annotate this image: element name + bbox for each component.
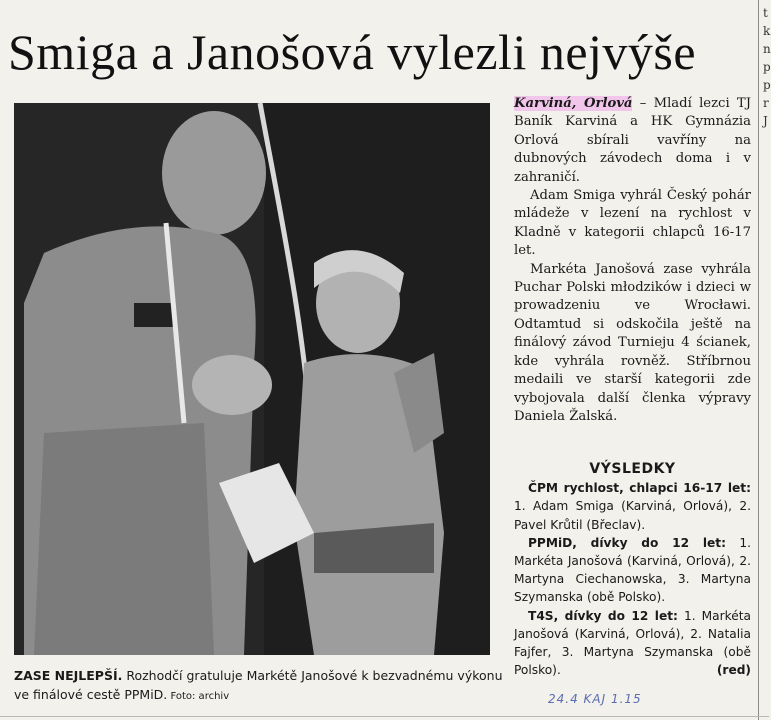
result-item [514,607,751,680]
result-category: T4S, dívky do 12 let: [528,608,678,623]
result-text: 1. Markéta Janošová (Karviná, Orlová), 2. Martyna Ciechanowska, 3. Martyna Szymanska (obě Polsko). [514,535,751,605]
article-body [514,95,751,426]
article-location: Karviná, Orlová [514,96,633,111]
adjacent-column-fragment [763,4,769,704]
margin-letter: n [763,42,771,56]
article-photo [14,103,490,655]
column-divider [758,0,759,720]
margin-letter: J [763,114,768,128]
article-lead-text: – Mladí lezci TJ Baník Karviná a HK Gymnázia Orlová sbírali vavříny na dubnových závodech doma i v zahraničí. [514,96,752,185]
article-paragraph: Adam Smiga vyhrál Český pohár mládeže v lezení na rychlost v Kladně v kategorii chlapců 16-17 let. [514,188,751,259]
article-lead-paragraph [514,95,751,187]
result-category: PPMiD, dívky do 12 let: [528,535,726,550]
result-text: 1. Markéta Janošová (Karviná, Orlová), 2. Natalia Fajfer, 3. Martyna Szymanska (obě Polsko). [514,608,751,678]
author-tag: (red) [716,663,751,678]
bottom-edge-rule [0,716,769,717]
result-item [514,479,751,534]
caption-lead: ZASE NEJLEPŠÍ. [14,668,123,683]
photo-caption [14,666,504,706]
results-box [514,460,751,679]
margin-letter: p [763,60,771,74]
results-heading: VÝSLEDKY [589,461,676,477]
result-category: ČPM rychlost, chlapci 16-17 let: [528,481,751,496]
handwritten-note: 24.4 KAJ 1.15 [548,692,642,706]
margin-letter: k [763,24,771,38]
result-text: 1. Adam Smiga (Karviná, Orlová), 2. Pavel Krůtil (Břeclav). [514,499,751,532]
result-item [514,534,751,607]
photo-illustration [14,103,490,655]
margin-letter: t [763,6,768,20]
margin-letter: p [763,78,771,92]
article-paragraph: Markéta Janošová zase vyhrála Puchar Polski młodzików i dzieci w prowadzeniu ve Wrocławi. Odtamtud si odskočila ještě na finálový závod Turnieju 4 ścianek, kde vyhrála rovněž. Stříbrnou medaili ve starší kategorii zde vybojovala další členka výpravy Daniela Žalská. [514,261,751,424]
headline: Smiga a Janošová vylezli nejvýše [8,24,697,80]
caption-text: Rozhodčí gratuluje Markétě Janošové k bezvadnému výkonu ve finálové cestě PPMiD. [14,668,503,702]
margin-letter: r [763,96,769,110]
photo-credit: Foto: archiv [167,691,230,702]
